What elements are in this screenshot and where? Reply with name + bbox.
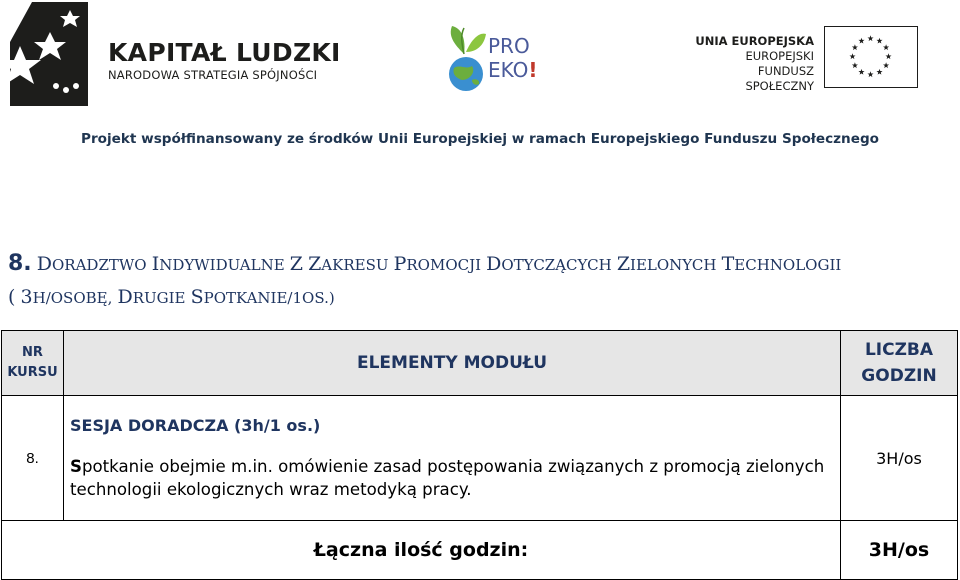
eu-star-icon <box>885 53 891 59</box>
eu-star-icon <box>852 44 858 50</box>
pro-eko-line2 <box>488 58 538 82</box>
header-elements-label: ELEMENTY MODUŁU <box>356 353 548 373</box>
eu-logo <box>686 26 956 93</box>
header-module-elements <box>64 331 841 396</box>
eu-star-icon <box>876 69 882 75</box>
table-header-row <box>2 331 958 396</box>
section-number: 8. <box>8 251 32 276</box>
eu-line2: EUROPEJSKI <box>745 49 814 63</box>
eu-star-icon <box>883 62 889 68</box>
eu-star-icon <box>858 69 864 75</box>
row-hours: 3H/os <box>841 396 958 521</box>
section-heading-line1 <box>8 248 841 281</box>
table-footer-row <box>2 521 958 580</box>
eu-star-icon <box>876 38 882 44</box>
kapital-ludzki-logo <box>10 2 350 108</box>
eu-star-icon <box>852 62 858 68</box>
pro-eko-line1: PRO <box>488 34 530 58</box>
eu-star-icon <box>867 35 873 41</box>
module-table <box>1 330 958 580</box>
header-hours <box>841 331 958 396</box>
table-row <box>2 396 958 521</box>
row-description-cell <box>64 396 841 521</box>
globe-with-leaves-icon <box>444 14 488 94</box>
project-cofinancing-note: Projekt współfinansowany ze środków Unii Europejskiej w ramach Europejskiego Funduszu Społecznego <box>80 131 880 147</box>
eu-text <box>686 34 814 94</box>
total-hours-value: 3H/os <box>841 521 958 580</box>
row-number: 8. <box>2 396 64 521</box>
pro-eko-logo <box>444 14 554 98</box>
header-godzin: GODZIN <box>861 366 937 386</box>
eu-flag-stars-icon <box>825 27 916 86</box>
session-description <box>70 455 840 501</box>
eu-line3: FUNDUSZ SPOŁECZNY <box>745 64 814 93</box>
section-heading-line2 <box>8 281 841 314</box>
kapital-ludzki-subtitle: NARODOWA STRATEGIA SPÓJNOŚCI <box>108 68 318 82</box>
eu-line1: UNIA EUROPEJSKA <box>695 34 814 48</box>
eu-star-icon <box>883 44 889 50</box>
eu-star-icon <box>867 71 873 77</box>
pro-eko-word: EKO <box>488 58 529 82</box>
header-nr: NR <box>22 345 43 360</box>
section-heading <box>8 248 841 314</box>
session-desc-text: potkanie obejmie m.in. omówienie zasad postępowania związanych z promocją zielonych technologii ekologicznych wraz metodyką pracy. <box>70 456 825 499</box>
header-kursu: KURSU <box>7 365 58 380</box>
section-title: DORADZTWO INDYWIDUALNE Z ZAKRESU PROMOCJI DOTYCZĄCYCH ZIELONYCH TECHNOLOGII <box>36 253 842 275</box>
eu-flag <box>824 26 918 88</box>
header-liczba: LICZBA <box>864 340 934 360</box>
kapital-ludzki-emblem-icon <box>10 2 88 106</box>
session-desc-initial: S <box>70 456 82 476</box>
header-course-number <box>2 331 64 396</box>
eu-star-icon <box>858 38 864 44</box>
session-title: SESJA DORADCZA (3h/1 os.) <box>70 415 321 435</box>
total-hours-label: Łączna ilość godzin: <box>2 521 841 580</box>
eu-star-icon <box>849 53 855 59</box>
pro-eko-exclamation: ! <box>528 58 538 82</box>
section-subtitle: ( 3H/OSOBĘ, DRUGIE SPOTKANIE/1OS.) <box>8 286 335 308</box>
kapital-ludzki-title: KAPITAŁ LUDZKI <box>108 38 341 67</box>
